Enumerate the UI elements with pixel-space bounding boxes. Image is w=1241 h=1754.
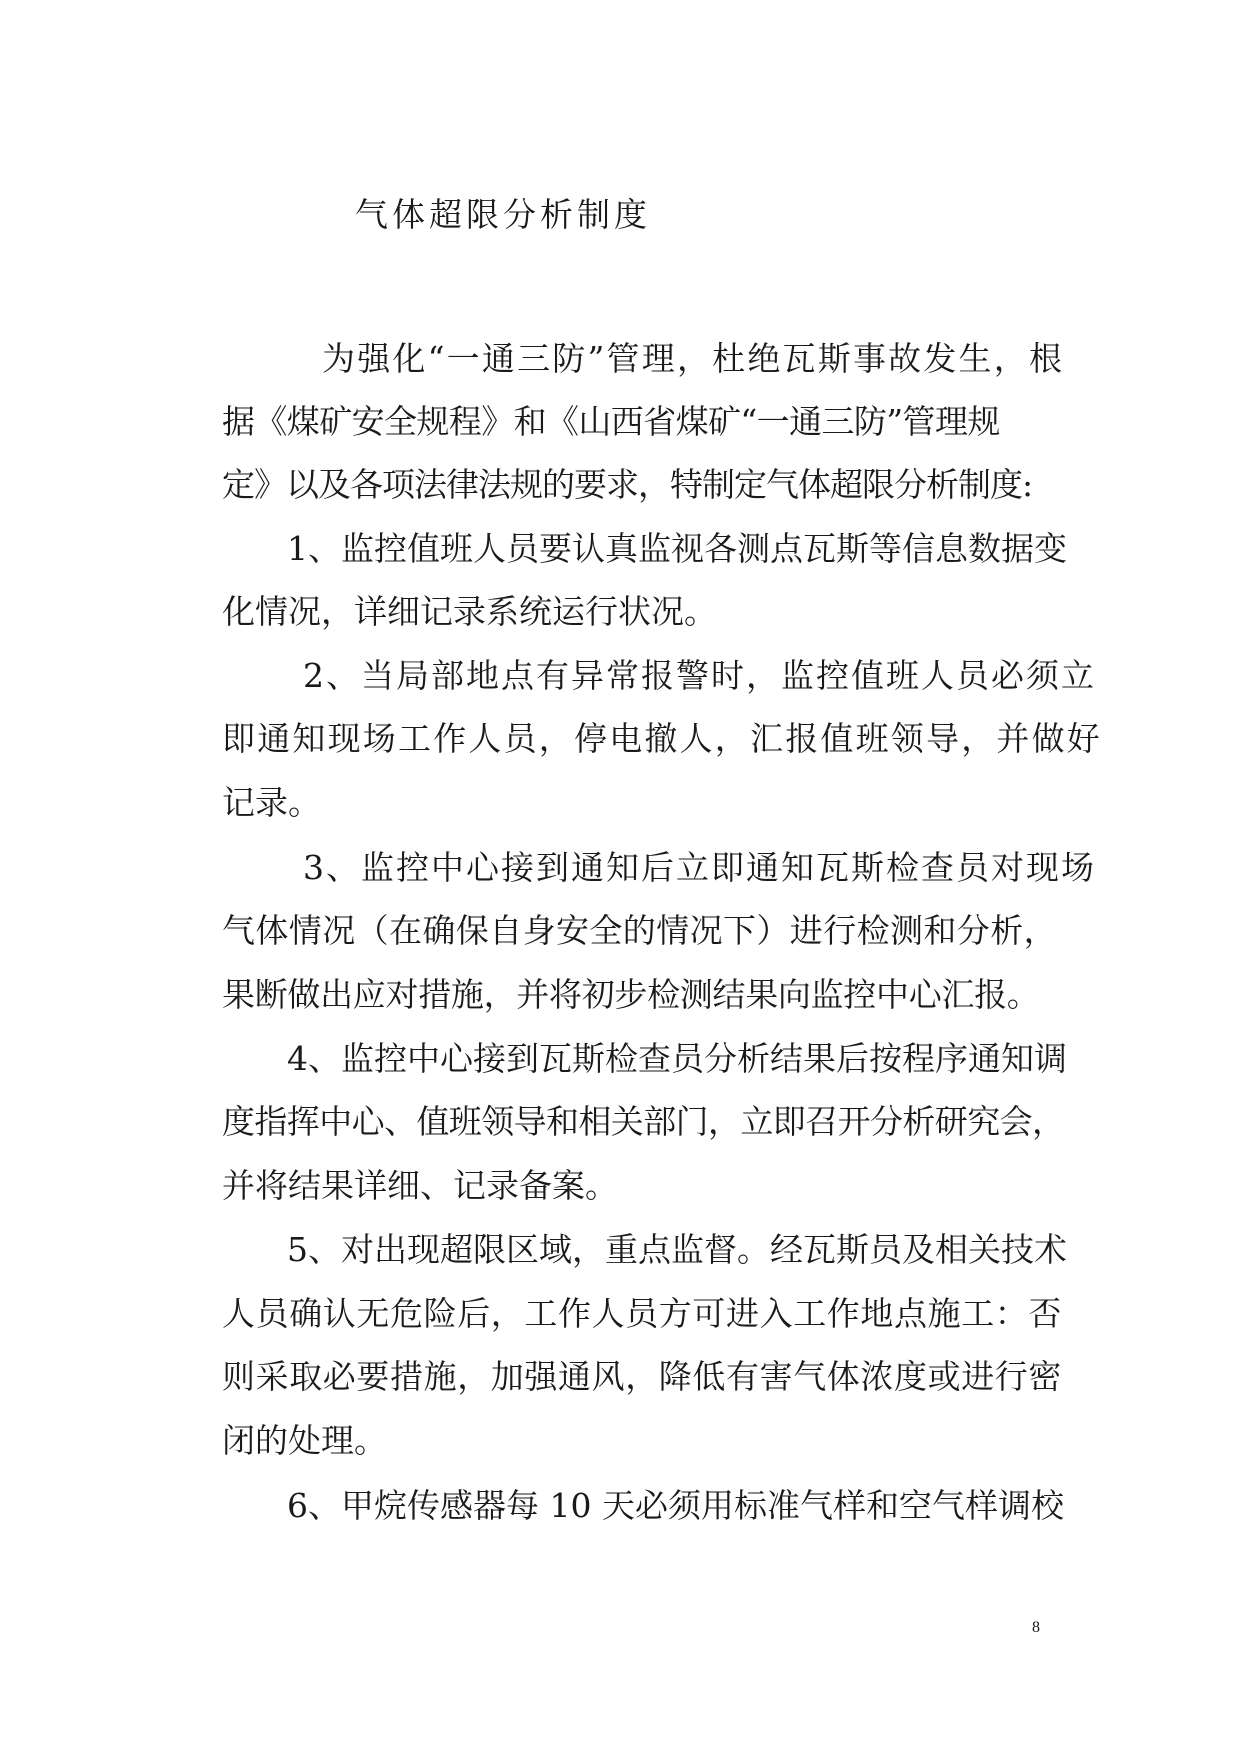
paragraph-6-line-2: 人员确认无危险后，工作人员方可进入工作地点施工：否	[222, 1294, 1062, 1333]
page-number: 8	[1032, 1619, 1040, 1636]
paragraph-4-line-3: 果断做出应对措施，并将初步检测结果向监控中心汇报。	[222, 975, 1040, 1014]
paragraph-4-line-1: 3、监控中心接到通知后立即通知瓦斯检查员对现场	[303, 848, 1096, 887]
paragraph-5-line-2: 度指挥中心、值班领导和相关部门，立即召开分析研究会，	[222, 1102, 1065, 1141]
paragraph-6-line-4: 闭的处理。	[222, 1421, 387, 1460]
paragraph-4-line-2: 气体情况（在确保自身安全的情况下）进行检测和分析，	[222, 911, 1057, 950]
paragraph-3-line-3: 记录。	[222, 783, 321, 822]
paragraph-6-line-1: 5、对出现超限区域，重点监督。经瓦斯员及相关技术	[287, 1230, 1067, 1269]
paragraph-3-line-2: 即通知现场工作人员，停电撤人，汇报值班领导，并做好	[222, 719, 1102, 758]
paragraph-1-line-3: 定》以及各项法律法规的要求，特制定气体超限分析制度:	[222, 465, 1033, 504]
paragraph-7-line-1: 6、甲烷传感器每 10 天必须用标准气样和空气样调校	[287, 1486, 1064, 1525]
paragraph-1-line-1: 为强化“一通三防”管理，杜绝瓦斯事故发生，根	[322, 339, 1065, 378]
paragraph-2-line-2: 化情况，详细记录系统运行状况。	[222, 592, 717, 631]
paragraph-3-line-1: 2、当局部地点有异常报警时，监控值班人员必须立	[303, 656, 1096, 695]
paragraph-6-line-3: 则采取必要措施，加强通风，降低有害气体浓度或进行密	[222, 1357, 1062, 1396]
paragraph-1-line-2: 据《煤矿安全规程》和《山西省煤矿“一通三防”管理规	[222, 402, 1000, 441]
paragraph-5-line-3: 并将结果详细、记录备案。	[222, 1166, 618, 1205]
paragraph-5-line-1: 4、监控中心接到瓦斯检查员分析结果后按程序通知调	[287, 1039, 1067, 1078]
paragraph-2-line-1: 1、监控值班人员要认真监视各测点瓦斯等信息数据变	[287, 529, 1067, 568]
document-title: 气体超限分析制度	[355, 195, 651, 234]
